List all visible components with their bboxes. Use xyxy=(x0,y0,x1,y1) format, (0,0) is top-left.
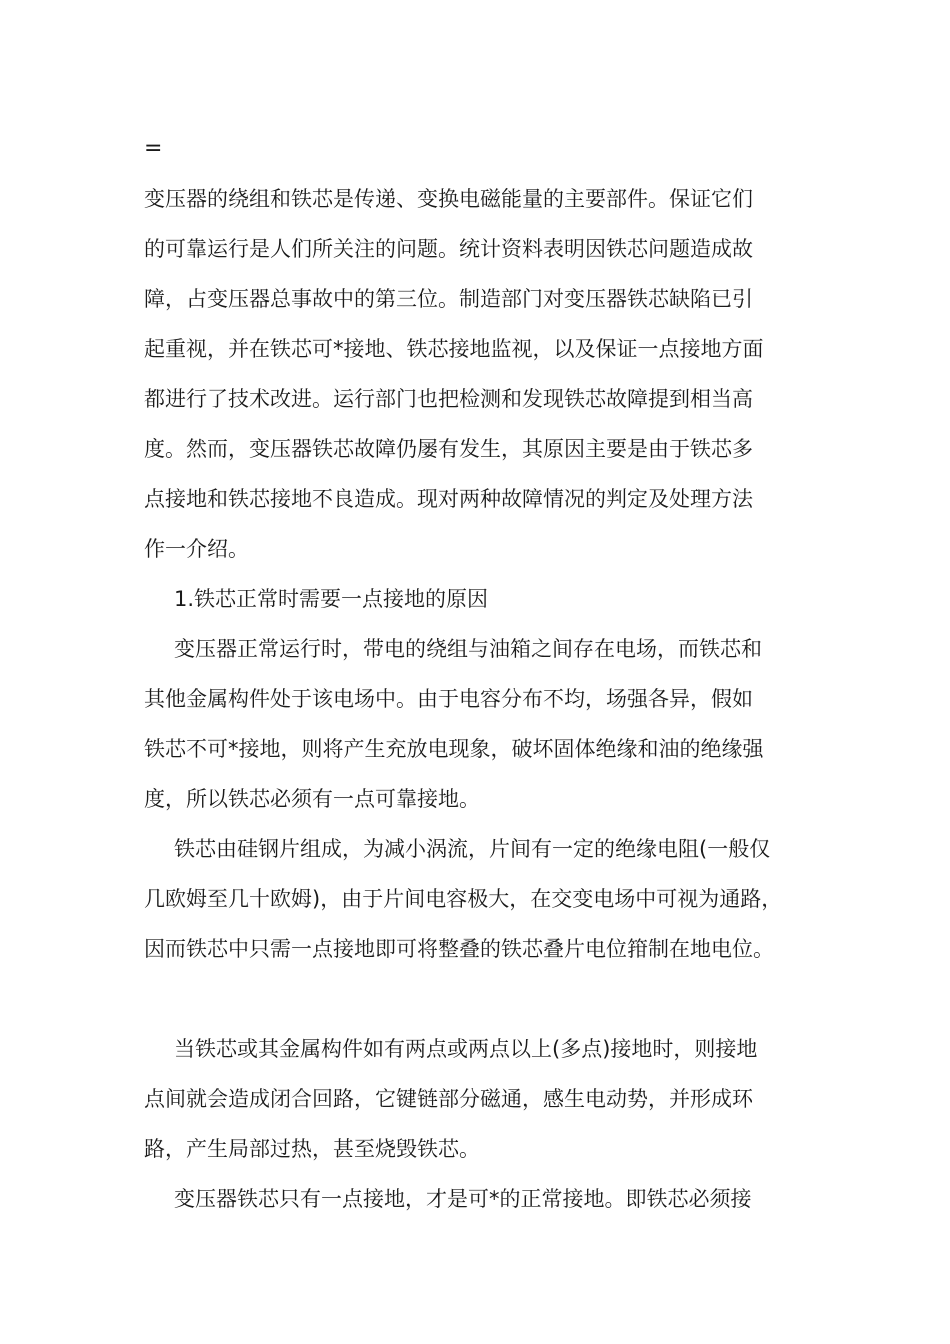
paragraph-multipoint-grounding xyxy=(144,1024,827,1174)
intro-line: 都进行了技术改进。运行部门也把检测和发现铁芯故障提到相当高 xyxy=(144,387,753,411)
paragraph-line: 变压器正常运行时，带电的绕组与油箱之间存在电场，而铁芯和 xyxy=(174,637,762,661)
paragraph-line: 铁芯由硅钢片组成，为减小涡流，片间有一定的绝缘电阻(一般仅 xyxy=(174,837,771,861)
intro-line: 作一介绍。 xyxy=(144,537,249,561)
paragraph-single-point xyxy=(144,1174,827,1224)
intro-line: 障，占变压器总事故中的第三位。制造部门对变压器铁芯缺陷已引 xyxy=(144,287,753,311)
paragraph-line: 铁芯不可*接地，则将产生充放电现象，破坏固体绝缘和油的绝缘强 xyxy=(144,737,764,761)
paragraph-silicon-steel xyxy=(144,824,827,974)
document-mark: = xyxy=(144,136,163,161)
intro-line: 点接地和铁芯接地不良造成。现对两种故障情况的判定及处理方法 xyxy=(144,487,753,511)
intro-line: 的可靠运行是人们所关注的问题。统计资料表明因铁芯问题造成故 xyxy=(144,237,753,261)
document-body xyxy=(144,174,827,1224)
paragraph-line: 变压器铁芯只有一点接地，才是可*的正常接地。即铁芯必须接 xyxy=(174,1187,752,1211)
paragraph-line: 因而铁芯中只需一点接地即可将整叠的铁芯叠片电位箝制在地电位。 xyxy=(144,937,774,961)
paragraph-line: 其他金属构件处于该电场中。由于电容分布不均，场强各异，假如 xyxy=(144,687,753,711)
intro-line: 起重视，并在铁芯可*接地、铁芯接地监视，以及保证一点接地方面 xyxy=(144,337,764,361)
paragraph-line: 点间就会造成闭合回路，它键链部分磁通，感生电动势，并形成环 xyxy=(144,1087,753,1111)
paragraph-electric-field xyxy=(144,624,827,824)
intro-line: 度。然而，变压器铁芯故障仍屡有发生，其原因主要是由于铁芯多 xyxy=(144,437,753,461)
paragraph-line: 度，所以铁芯必须有一点可靠接地。 xyxy=(144,787,480,811)
paragraph-line: 当铁芯或其金属构件如有两点或两点以上(多点)接地时，则接地 xyxy=(174,1037,758,1061)
intro-paragraph xyxy=(144,174,827,574)
section-heading: 1.铁芯正常时需要一点接地的原因 xyxy=(174,587,489,611)
paragraph-line: 几欧姆至几十欧姆)，由于片间电容极大，在交变电场中可视为通路， xyxy=(144,887,783,911)
intro-line: 变压器的绕组和铁芯是传递、变换电磁能量的主要部件。保证它们 xyxy=(144,187,753,211)
paragraph-spacer xyxy=(144,974,827,1024)
paragraph-line: 路，产生局部过热，甚至烧毁铁芯。 xyxy=(144,1137,480,1161)
